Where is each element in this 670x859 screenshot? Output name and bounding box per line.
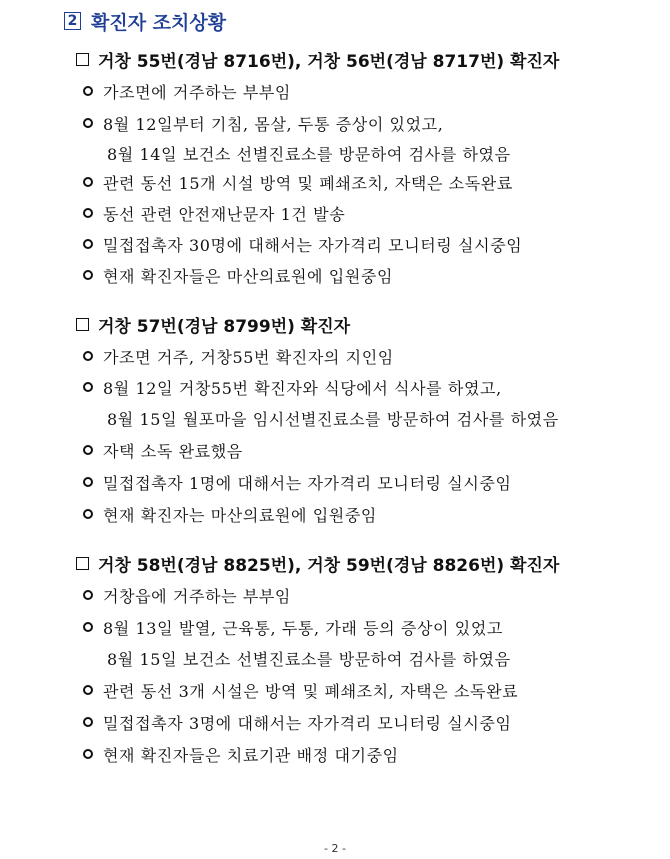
case-group-header (76, 46, 559, 72)
case-group-header-text: 거창 58번(경남 8825번), 거창 59번(경남 8826번) 확진자 (98, 555, 560, 576)
list-item (83, 110, 443, 136)
circle-bullet-icon (83, 382, 93, 392)
circle-bullet-icon (83, 445, 93, 455)
list-item-continuation (107, 405, 559, 431)
square-bullet-icon (76, 53, 89, 66)
list-item-text: 현재 확진자들은 마산의료원에 입원중임 (103, 266, 394, 286)
list-item-continuation (107, 140, 511, 166)
circle-bullet-icon (83, 622, 93, 632)
list-item-continuation-text: 8월 15일 월포마을 임시선별진료소를 방문하여 검사를 하였음 (107, 409, 559, 429)
circle-bullet-icon (83, 717, 93, 727)
list-item (83, 343, 394, 369)
list-item-text: 거창읍에 거주하는 부부임 (103, 586, 291, 606)
list-item (83, 437, 243, 463)
circle-bullet-icon (83, 509, 93, 519)
list-item-text: 자택 소독 완료했음 (103, 441, 243, 461)
section-title (64, 6, 226, 36)
list-item (83, 262, 393, 288)
list-item (83, 614, 503, 640)
case-group-header (76, 311, 350, 337)
list-item-text: 동선 관련 안전재난문자 1건 발송 (103, 204, 346, 224)
list-item-text: 가조면에 거주하는 부부임 (103, 82, 291, 102)
list-item-continuation (107, 645, 511, 671)
list-item-text: 밀접접촉자 1명에 대해서는 자가격리 모니터링 실시중임 (103, 473, 512, 493)
case-group-header-text: 거창 57번(경남 8799번) 확진자 (98, 316, 351, 337)
list-item (83, 200, 345, 226)
list-item-text: 8월 12일 거창55번 확진자와 식당에서 식사를 하였고, (103, 378, 502, 398)
square-bullet-icon (76, 557, 89, 570)
list-item (83, 78, 291, 104)
list-item-text: 8월 13일 발열, 근육통, 두통, 가래 등의 증상이 있었고 (103, 618, 503, 638)
circle-bullet-icon (83, 208, 93, 218)
page-number: - 2 - (324, 842, 346, 855)
circle-bullet-icon (83, 590, 93, 600)
case-group-header-text: 거창 55번(경남 8716번), 거창 56번(경남 8717번) 확진자 (98, 51, 560, 72)
list-item-continuation-text: 8월 15일 보건소 선별진료소를 방문하여 검사를 하였음 (107, 649, 511, 669)
circle-bullet-icon (83, 86, 93, 96)
list-item (83, 741, 399, 767)
circle-bullet-icon (83, 239, 93, 249)
circle-bullet-icon (83, 351, 93, 361)
circle-bullet-icon (83, 749, 93, 759)
list-item-continuation-text: 8월 14일 보건소 선별진료소를 방문하여 검사를 하였음 (107, 144, 511, 164)
circle-bullet-icon (83, 685, 93, 695)
list-item (83, 582, 291, 608)
list-item (83, 469, 512, 495)
circle-bullet-icon (83, 270, 93, 280)
list-item-text: 관련 동선 15개 시설 방역 및 폐쇄조치, 자택은 소독완료 (103, 173, 513, 193)
list-item (83, 709, 512, 735)
list-item (83, 501, 377, 527)
list-item-text: 가조면 거주, 거창55번 확진자의 지인임 (103, 347, 394, 367)
list-item-text: 8월 12일부터 기침, 몸살, 두통 증상이 있었고, (103, 114, 444, 134)
circle-bullet-icon (83, 477, 93, 487)
list-item (83, 169, 513, 195)
case-group-header (76, 550, 559, 576)
list-item-text: 밀접접촉자 30명에 대해서는 자가격리 모니터링 실시중임 (103, 235, 523, 255)
list-item (83, 677, 518, 703)
section-number-box: 2 (64, 12, 81, 30)
circle-bullet-icon (83, 177, 93, 187)
list-item-text: 관련 동선 3개 시설은 방역 및 폐쇄조치, 자택은 소독완료 (103, 681, 519, 701)
list-item (83, 231, 522, 257)
list-item-text: 현재 확진자는 마산의료원에 입원중임 (103, 505, 377, 525)
section-title-text: 확진자 조치상황 (91, 11, 227, 34)
list-item-text: 밀접접촉자 3명에 대해서는 자가격리 모니터링 실시중임 (103, 713, 512, 733)
list-item (83, 374, 502, 400)
square-bullet-icon (76, 318, 89, 331)
circle-bullet-icon (83, 118, 93, 128)
list-item-text: 현재 확진자들은 치료기관 배정 대기중임 (103, 745, 399, 765)
